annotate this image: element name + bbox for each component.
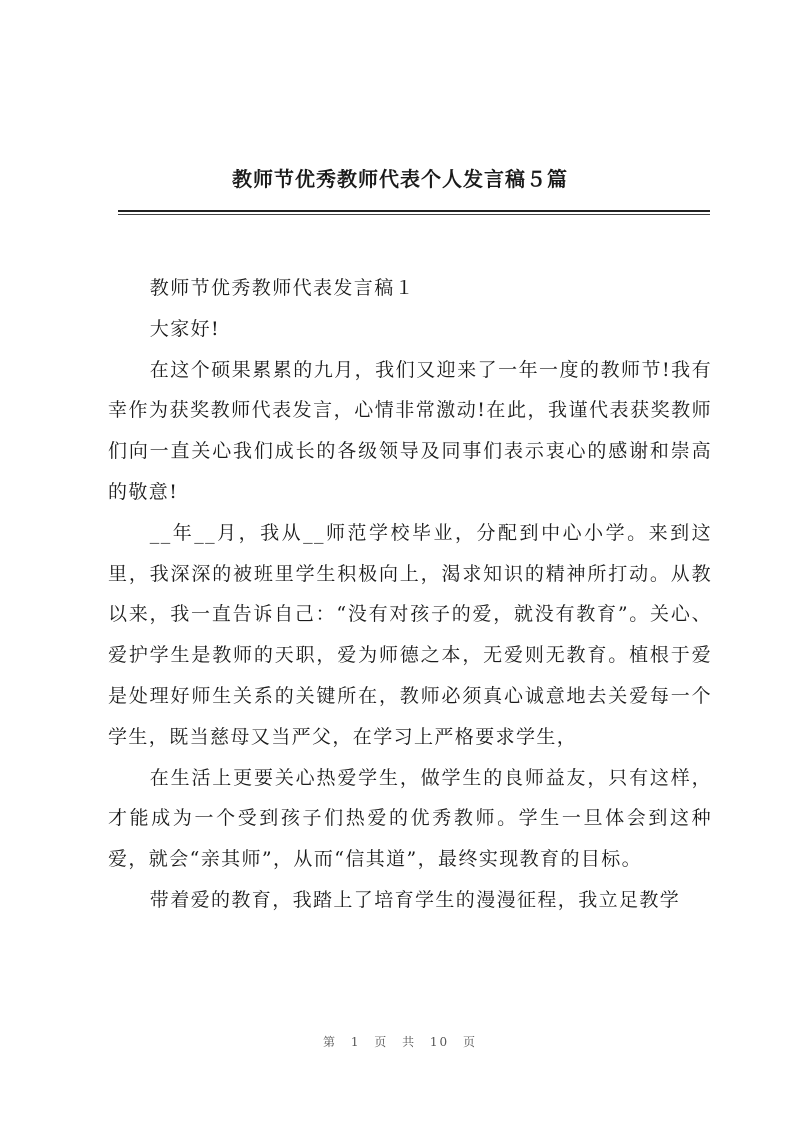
body-paragraph: 带着爱的教育，我踏上了培育学生的漫漫征程，我立足教学 [149, 888, 681, 911]
title-divider [118, 210, 710, 212]
body-paragraph: __年__月，我从__师范学校毕业，分配到中心小学。来到这里，我深深的被班里学生积极向上，渴求知识的精神所打动。从教以来，我一直告诉自己：“没有对孩子的爱，就没有教育”。关心、爱护学生是教师的天职，爱为师德之本，无爱则无教育。植根于爱是处理好师生关系的关键所在，教师必须真心诚意地去关爱每一个学生，既当慈母又当严父，在学习上严格要求学生， [108, 521, 712, 748]
body-paragraph: 在生活上更要关心热爱学生，做学生的良师益友，只有这样，才能成为一个受到孩子们热爱的优秀教师。学生一旦体会到这种爱，就会“亲其师”，从而“信其道”，最终实现教育的目标。 [108, 766, 712, 871]
section-heading: 教师节优秀教师代表发言稿１ [149, 277, 415, 299]
document-title: 教师节优秀教师代表个人发言稿５篇 [232, 167, 568, 191]
greeting-paragraph: 大家好! [149, 317, 221, 340]
body-paragraph: 在这个硕果累累的九月，我们又迎来了一年一度的教师节!我有幸作为获奖教师代表发言，心情非常激动!在此，我谨代表获奖教师们向一直关心我们成长的各级领导及同事们表示衷心的感谢和崇高的敬意! [108, 358, 712, 503]
title-divider-thin [118, 214, 710, 215]
page-number-footer: 第 1 页 共 10 页 [323, 1035, 477, 1049]
document-body [108, 268, 712, 921]
